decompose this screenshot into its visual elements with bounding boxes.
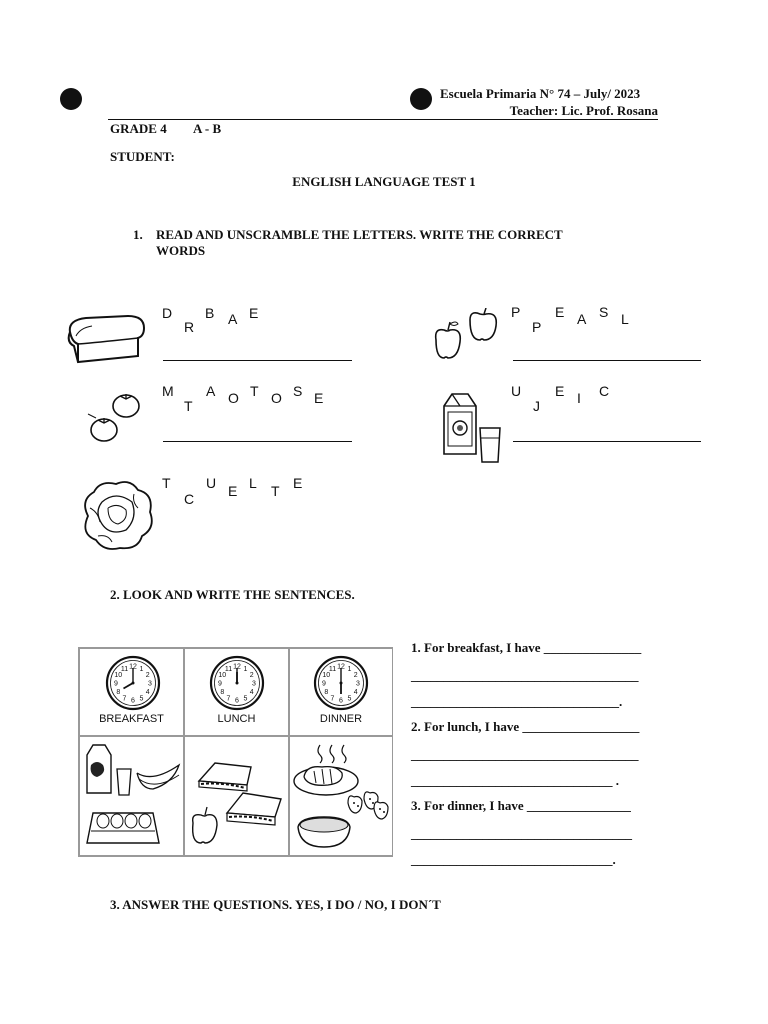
- letter: E: [249, 305, 259, 321]
- letter: P: [511, 304, 521, 320]
- clock-number: 3: [356, 680, 360, 688]
- clock-icon: [105, 655, 161, 711]
- clock-number: 7: [226, 695, 231, 703]
- letter: D: [162, 305, 173, 321]
- clock-number: 10: [218, 672, 227, 680]
- clock-number: 7: [122, 695, 127, 703]
- meal-cell-dinner: [289, 648, 393, 736]
- clock-number: 1: [243, 665, 248, 673]
- school-name: Escuela Primaria N° 74 – July/ 2023: [440, 86, 641, 101]
- clock-number: 12: [129, 663, 137, 671]
- clock-number: 9: [114, 680, 118, 688]
- letter: I: [577, 390, 581, 406]
- sentence-dinner: 3. For dinner, I have ________________: [411, 798, 631, 813]
- section1-heading-line1: READ AND UNSCRAMBLE THE LETTERS. WRITE THE CORRECT: [156, 227, 563, 242]
- clock-number: 4: [145, 689, 150, 697]
- answer-line-lunch-2[interactable]: _______________________________ .: [411, 773, 619, 788]
- bullet-dot-left: [60, 88, 82, 110]
- grade-label: GRADE 4: [110, 121, 167, 136]
- letter: J: [533, 398, 540, 414]
- letter: C: [599, 383, 610, 399]
- clock-number: 8: [220, 689, 225, 697]
- groups-label: A - B: [193, 121, 222, 136]
- clock-number: 8: [324, 689, 329, 697]
- letter: P: [532, 319, 542, 335]
- letter: M: [162, 383, 174, 399]
- letter: T: [271, 483, 280, 499]
- clock-number: 8: [116, 689, 121, 697]
- letter: A: [228, 311, 238, 327]
- meal-label-dinner: DINNER: [319, 713, 363, 725]
- clock-number: 2: [145, 672, 150, 680]
- clock-number: 6: [131, 697, 135, 705]
- letter: O: [228, 390, 239, 406]
- letter: S: [293, 383, 303, 399]
- clock-number: 7: [330, 695, 335, 703]
- clock-number: 6: [339, 697, 343, 705]
- clock-number: 3: [148, 680, 152, 688]
- meal-cell-breakfast: [79, 648, 184, 736]
- letter: E: [314, 390, 324, 406]
- letter: U: [511, 383, 522, 399]
- answer-line-bread[interactable]: [163, 360, 352, 361]
- bullet-dot-right: [410, 88, 432, 110]
- meal-cell-lunch: [184, 648, 289, 736]
- letter: B: [205, 305, 215, 321]
- section2-heading: 2. LOOK AND WRITE THE SENTENCES.: [110, 587, 355, 602]
- clock-icon: [313, 655, 369, 711]
- dinner-food-icon: [292, 741, 392, 853]
- juice-icon: [438, 392, 506, 464]
- tomatoes-icon: [86, 388, 146, 446]
- letter: R: [184, 319, 195, 335]
- apples-icon: [430, 308, 502, 362]
- letter: T: [162, 475, 171, 491]
- meal-label-lunch: LUNCH: [217, 713, 256, 725]
- lunch-food-icon: [187, 747, 287, 851]
- food-cell-lunch: [184, 736, 289, 856]
- section1-heading-line2: WORDS: [156, 243, 206, 258]
- answer-line-tomatoes[interactable]: [163, 441, 352, 442]
- answer-line-dinner-1[interactable]: __________________________________: [411, 826, 632, 841]
- food-cell-breakfast: [79, 736, 184, 856]
- letter: U: [206, 475, 217, 491]
- letter: L: [621, 311, 629, 327]
- answer-line-dinner-2[interactable]: _______________________________.: [411, 852, 616, 867]
- clock-number: 4: [353, 689, 358, 697]
- answer-line-apples[interactable]: [513, 360, 701, 361]
- letter: E: [293, 475, 303, 491]
- letter: T: [184, 398, 193, 414]
- answer-line-juice[interactable]: [513, 441, 701, 442]
- clock-number: 11: [120, 665, 129, 673]
- letter: O: [271, 390, 282, 406]
- letter: T: [250, 383, 259, 399]
- clock-number: 5: [243, 695, 248, 703]
- letter: S: [599, 304, 609, 320]
- header-rule: [108, 119, 658, 120]
- clock-number: 11: [328, 665, 337, 673]
- clock-number: 1: [139, 665, 144, 673]
- clock-number: 4: [249, 689, 254, 697]
- clock-number: 2: [353, 672, 358, 680]
- answer-line-lunch-1[interactable]: ___________________________________: [411, 747, 639, 762]
- clock-number: 6: [235, 697, 239, 705]
- breakfast-food-icon: [83, 743, 183, 853]
- letter: E: [555, 383, 565, 399]
- answer-line-breakfast-2[interactable]: ________________________________.: [411, 694, 623, 709]
- sentence-lunch: 2. For lunch, I have __________________: [411, 719, 640, 734]
- section3-heading: 3. ANSWER THE QUESTIONS. YES, I DO / NO, I DON´T: [110, 897, 441, 912]
- clock-number: 9: [218, 680, 222, 688]
- answer-line-breakfast-1[interactable]: ___________________________________: [411, 668, 639, 683]
- clock-number: 5: [139, 695, 144, 703]
- clock-number: 10: [322, 672, 331, 680]
- letter: A: [577, 311, 587, 327]
- bread-icon: [62, 312, 148, 366]
- food-cell-dinner: [289, 736, 393, 856]
- letter: A: [206, 383, 216, 399]
- meal-label-breakfast: BREAKFAST: [99, 713, 164, 725]
- clock-number: 10: [114, 672, 123, 680]
- clock-number: 12: [233, 663, 241, 671]
- sentence-breakfast: 1. For breakfast, I have _______________: [411, 640, 642, 655]
- clock-number: 5: [347, 695, 352, 703]
- letter: C: [184, 491, 195, 507]
- clock-number: 2: [249, 672, 254, 680]
- clock-number: 11: [224, 665, 233, 673]
- letter: E: [555, 304, 565, 320]
- teacher-name: Teacher: Lic. Prof. Rosana: [509, 103, 658, 118]
- meal-grid: [78, 647, 393, 857]
- clock-number: 9: [322, 680, 326, 688]
- letter: L: [249, 475, 257, 491]
- letter: E: [228, 483, 238, 499]
- page-title: ENGLISH LANGUAGE TEST 1: [292, 174, 476, 189]
- lettuce-icon: [78, 478, 156, 552]
- clock-number: 3: [252, 680, 256, 688]
- clock-number: 1: [347, 665, 352, 673]
- student-label: STUDENT:: [110, 149, 175, 164]
- clock-number: 12: [337, 663, 345, 671]
- clock-icon: [209, 655, 265, 711]
- section1-number: 1.: [133, 227, 143, 242]
